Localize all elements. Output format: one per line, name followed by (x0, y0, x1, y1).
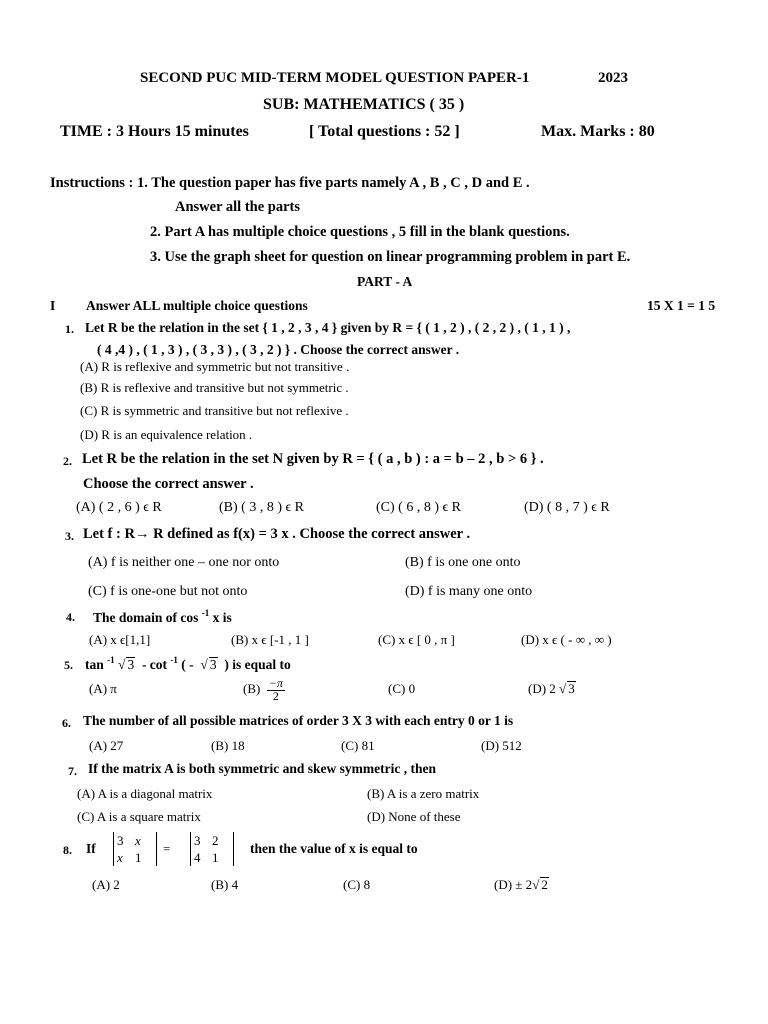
q6-option-d: (D) 512 (481, 738, 522, 753)
q5-tail: ) is equal to (224, 657, 291, 672)
q5-option-b (243, 677, 285, 703)
section-marks: 15 X 1 = 1 5 (647, 298, 716, 313)
q3-text: Let f : R→ R defined as f(x) = 3 x . Choose the correct answer . (83, 526, 471, 542)
q3-number: 3. (65, 529, 74, 543)
q5-option-d-label: (D) 2 (528, 681, 556, 696)
q6-text: The number of all possible matrices of order 3 X 3 with each entry 0 or 1 is (83, 713, 514, 728)
q5-option-b-label: (B) (243, 680, 261, 696)
q6-option-b: (B) 18 (211, 738, 245, 753)
q1-option-b: (B) R is reflexive and transitive but not symmetric . (80, 380, 349, 395)
q4-option-a: (A) x ϵ[1,1] (89, 632, 151, 647)
q3-option-a: (A) f is neither one – one nor onto (88, 555, 280, 570)
paper-year: 2023 (598, 70, 628, 86)
q7-number: 7. (68, 764, 77, 778)
total-questions: [ Total questions : 52 ] (309, 123, 460, 140)
q7-option-d: (D) None of these (367, 809, 461, 824)
q4-option-c: (C) x ϵ [ 0 , π ] (378, 632, 455, 647)
q4-option-b: (B) x ϵ [-1 , 1 ] (231, 632, 309, 647)
q7-option-b: (B) A is a zero matrix (367, 786, 480, 801)
q5-root-2: 3 (209, 657, 217, 672)
q8-option-c: (C) 8 (343, 877, 371, 892)
q8-number: 8. (63, 843, 72, 857)
part-heading: PART - A (357, 274, 413, 289)
q4-text-post: x is (209, 610, 232, 625)
q1-text-line2: ( 4 ,4 ) , ( 1 , 3 ) , ( 3 , 3 ) , ( 3 , 2 ) } . Choose the correct answer . (97, 342, 460, 357)
q2-option-b: (B) ( 3 , 8 ) ϵ R (219, 500, 304, 515)
q1-number: 1. (65, 322, 74, 336)
q5-number: 5. (64, 658, 73, 672)
q1-option-c: (C) R is symmetric and transitive but not reflexive . (80, 403, 349, 418)
q5-option-b-fraction: $\frac{-\pi}{2}$ (268, 676, 283, 703)
section-roman: I (50, 298, 56, 313)
q5-option-d-root: 3 (568, 681, 575, 696)
q6-option-a: (A) 27 (89, 738, 124, 753)
q6-number: 6. (62, 716, 71, 730)
q8-option-d: (D) ± 2√ 2 (494, 877, 548, 892)
q8-option-b: (B) 4 (211, 877, 239, 892)
section-heading: Answer ALL multiple choice questions (86, 298, 308, 313)
q8-if: If (86, 841, 96, 856)
q2-option-c: (C) ( 6 , 8 ) ϵ R (376, 500, 461, 515)
q3-option-c: (C) f is one-one but not onto (88, 584, 248, 599)
instructions-line-1b: Answer all the parts (175, 199, 300, 215)
subject-line: SUB: MATHEMATICS ( 35 ) (263, 96, 465, 113)
q4-option-d: (D) x ϵ ( - ∞ , ∞ ) (521, 632, 612, 647)
q8-option-a: (A) 2 (92, 877, 120, 892)
q5-root-1: 3 (127, 657, 135, 672)
instructions-line-1: Instructions : 1. The question paper has five parts namely A , B , C , D and E . (50, 175, 530, 191)
q2-option-d: (D) ( 8 , 7 ) ϵ R (524, 500, 610, 515)
q3-option-b: (B) f is one one onto (405, 555, 521, 570)
q8-option-d-label: (D) ± 2 (494, 877, 533, 892)
q5-cot-sup: -1 (170, 655, 178, 665)
q5-cot: - cot (141, 657, 168, 672)
q5-mid: ( - (181, 657, 194, 672)
time-line: TIME : 3 Hours 15 minutes (60, 123, 249, 140)
q1-option-a: (A) R is reflexive and symmetric but not transitive . (80, 359, 350, 374)
q5-tan: tan (85, 657, 104, 672)
q8-determinant-right: 3 2 4 1 (190, 832, 234, 866)
q7-text: If the matrix A is both symmetric and skew symmetric , then (88, 761, 436, 776)
q4-number: 4. (66, 610, 75, 624)
q5-option-a: (A) π (89, 681, 117, 696)
q1-text-line1: Let R be the relation in the set { 1 , 2 , 3 , 4 } given by R = { ( 1 , 2 ) , ( 2 , 2 ) , ( 1 , 1 ) , (85, 320, 571, 335)
q7-option-c: (C) A is a square matrix (77, 809, 201, 824)
max-marks: Max. Marks : 80 (541, 123, 655, 140)
q2-option-a: (A) ( 2 , 6 ) ϵ R (76, 500, 162, 515)
instructions-line-3: 3. Use the graph sheet for question on linear programming problem in part E. (150, 249, 631, 265)
q4-text (93, 608, 232, 626)
q8-equals: = (163, 841, 171, 856)
q2-text-line2: Choose the correct answer . (83, 476, 254, 492)
q1-option-d: (D) R is an equivalence relation . (80, 427, 253, 442)
q7-option-a: (A) A is a diagonal matrix (77, 786, 213, 801)
q8-determinant-left: 3 x x 1 (113, 832, 157, 866)
q5-tan-sup: -1 (107, 655, 115, 665)
q5-option-c: (C) 0 (388, 681, 416, 696)
q6-option-c: (C) 81 (341, 738, 375, 753)
q8-option-d-root: 2 (541, 877, 548, 892)
q3-option-d: (D) f is many one onto (405, 584, 533, 599)
instructions-line-2: 2. Part A has multiple choice questions , 5 fill in the blank questions. (150, 224, 570, 240)
q8-text: then the value of x is equal to (250, 841, 418, 856)
q2-number: 2. (63, 454, 72, 468)
q5-text: tan $^{-1}$ √ 3 - cot $^{-1}$ ( - √ 3 ) is equal to (85, 655, 291, 672)
q4-superscript: -1 (201, 608, 210, 618)
q5-option-d: (D) 2 √ 3 (528, 681, 575, 696)
paper-title: SECOND PUC MID-TERM MODEL QUESTION PAPER-1 (140, 70, 530, 86)
q2-text-line1: Let R be the relation in the set N given by R = { ( a , b ) : a = b – 2 , b > 6 } . (82, 451, 544, 467)
q4-text-pre: The domain of cos (93, 610, 199, 625)
